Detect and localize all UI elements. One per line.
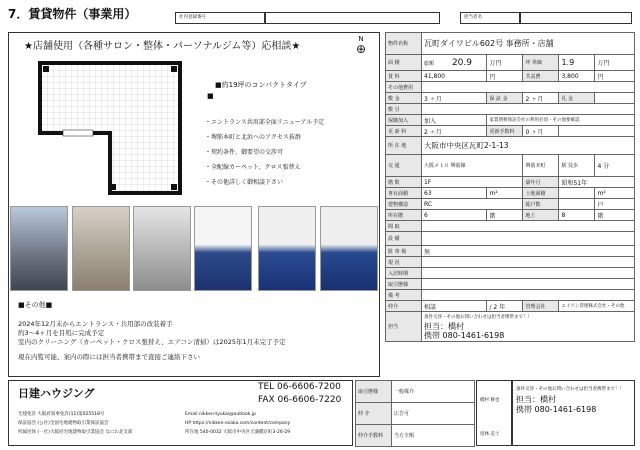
note-line: 2024年12月末からエントランス・共用部の改装着手: [18, 320, 173, 328]
photo-room-3: [320, 206, 378, 291]
note-line: 約3～4ヶ月を目処に完成予定: [18, 329, 105, 337]
note-line: 現在内覧可能、案内の際には担当者携帯まで直接ご連絡下さい: [18, 353, 200, 361]
layout-title: ■約19坪のコンパクトタイプ: [215, 81, 307, 89]
company-tel: TEL 06-6606-7200: [258, 382, 341, 392]
bullet-mark: ■: [207, 92, 214, 100]
floor-plan: [35, 58, 185, 198]
spec-table: 物件名称 瓦町ダイワビル602号 事務所・店舗 面 積 総額 20.9 万円 坪 単価 1.9 万円 賃 料 41,800 円 共益費 3,800 円 その他費用 敷 金 3 ヶ月 保 証 金 2 ヶ月 礼 金 敷 引 保険加入 加入 家賃債務保証会社の利用必須・その他要確認 更 新 料 2 ヶ月 更新手数料 0 ヶ月 所 在 地 大阪市中央区瓦町2-1-13 交 通 大阪メトロ 堺筋線 堺筋本町 駅 徒歩 4 分 階 数 1F 築年月 昭和51年 専有面積 63 m² 土地面積 m² 建物構造 RC 総戸数 戸 所在階 6 階 地上 8 階 間 取 設 備 駐 車 場 無 現 況 入居時期 取引態様 備 考 仲介 相談 / 2 年 管理会社 エイワン管理株式会社・その他 担当 条件交渉・その他お問い合わせは担当者携帯まで！！ 担当：橋村 携帯 080-1461-6198: [385, 32, 635, 342]
header-field-blank: [265, 12, 440, 24]
photo-corridor: [133, 206, 191, 291]
photo-room-2: [258, 206, 316, 291]
company-fax: FAX 06-6606-7220: [258, 395, 342, 405]
footer-staff: 橋村 修也 留林 美士: [476, 380, 512, 446]
footer-table: 取引態様 一般媒介 仲 介 広告可 仲介手数料 当方全額: [355, 380, 475, 447]
company-contact: Email nikken-tyukai@outlook.jp HP https://nikken-osaka.com/content/company 所在地 540-0032 大阪市中央区天満橋京町3-26-29: [185, 412, 291, 435]
feature-item: ・エントランス共用部全面リニューアル予定: [205, 119, 325, 126]
feature-item: ・全配線カーペット、クロス張替え: [205, 164, 301, 171]
other-title: ■その他■: [18, 301, 53, 309]
other-notes: [18, 320, 378, 362]
photo-entrance: [72, 206, 130, 291]
photo-exterior: [10, 206, 68, 291]
header-field-staff-value: [520, 12, 632, 24]
feature-item: ・その他詳しく御相談下さい: [205, 179, 284, 186]
page-title: 7．賃貸物件（事業用）: [8, 7, 137, 21]
property-name: 瓦町ダイワビル602号 事務所・店舗: [422, 33, 635, 55]
company-name: 日建ハウジング: [18, 387, 95, 400]
address: 大阪市中央区瓦町2-1-13: [422, 137, 635, 155]
note-line: 室内のクリーニング（カーペット・クロス張替え、エアコン清掃）は2025年1月末完了予定: [18, 338, 286, 346]
feature-item: ・堺筋本町と北浜へのアクセス抜群: [205, 134, 301, 141]
footer-broker: 条件交渉・その他お問い合わせは担当者携帯まで！！ 担当：橋村 携帯 080-1461-6198: [512, 380, 635, 446]
header-field-registration: 社内登録番号: [175, 12, 265, 24]
header-field-staff: 担当者名: [460, 12, 520, 24]
feature-item: ・契約条件、御要望の交渉可: [205, 149, 284, 156]
photo-room-1: [194, 206, 252, 291]
compass-icon: N ⊕: [356, 35, 367, 56]
feature-list: [205, 115, 324, 190]
headline: ★店舗使用（各種サロン・整体・パーソナルジム等）応相談★: [24, 41, 301, 52]
company-licenses: 宅建免許 大阪府知事免許(11)第025518号 保証協会 (公社)全国宅地建物取引業保証協会 所属団体 (一社)大阪府宅地建物取引業協会 なにわ北支部: [18, 412, 133, 435]
